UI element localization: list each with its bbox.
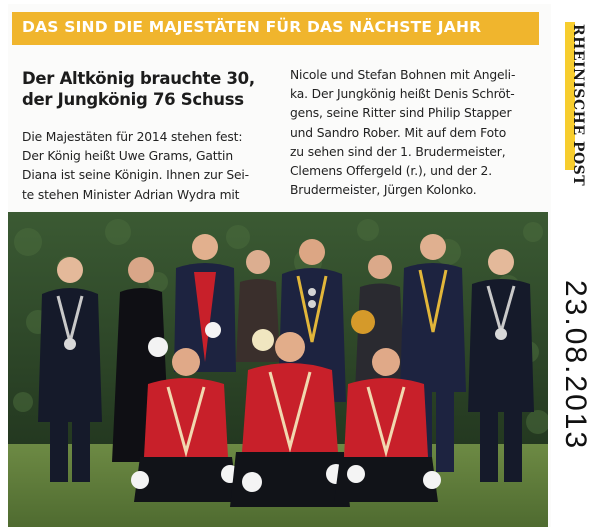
body-line: te stehen Minister Adrian Wydra mit (22, 187, 240, 202)
body-line: Diana ist seine Königin. Ihnen zur Sei- (22, 168, 249, 183)
article-body-right (290, 66, 515, 200)
banner-text: DAS SIND DIE MAJESTÄTEN FÜR DAS NÄCHSTE JAHR (22, 18, 482, 36)
group-photo-illustration (8, 212, 548, 527)
body-line: Der König heißt Uwe Grams, Gattin (22, 149, 233, 164)
article-body-left (22, 128, 249, 205)
body-line: gens, seine Ritter sind Philip Stapper (290, 106, 512, 121)
article-banner (12, 12, 539, 45)
body-line: Die Majestäten für 2014 stehen fest: (22, 130, 243, 144)
body-line: Nicole und Stefan Bohnen mit Angeli- (290, 68, 516, 82)
headline-line-1: Der Altkönig brauchte 30, (22, 69, 255, 88)
body-line: ka. Der Jungkönig heißt Denis Schröt- (290, 87, 515, 102)
article-headline (22, 68, 284, 110)
group-photo (8, 212, 548, 527)
body-line: Clemens Offergeld (r.), und der 2. (290, 164, 492, 179)
body-line: und Sandro Rober. Mit auf dem Foto (290, 125, 507, 140)
body-line: zu sehen sind der 1. Brudermeister, (290, 144, 506, 159)
headline-line-2: der Jungkönig 76 Schuss (22, 90, 244, 109)
newspaper-name: RHEINISCHE POST (570, 24, 586, 187)
date-stamp: 23.08.2013 (559, 280, 592, 451)
body-line: Brudermeister, Jürgen Kolonko. (290, 183, 477, 198)
